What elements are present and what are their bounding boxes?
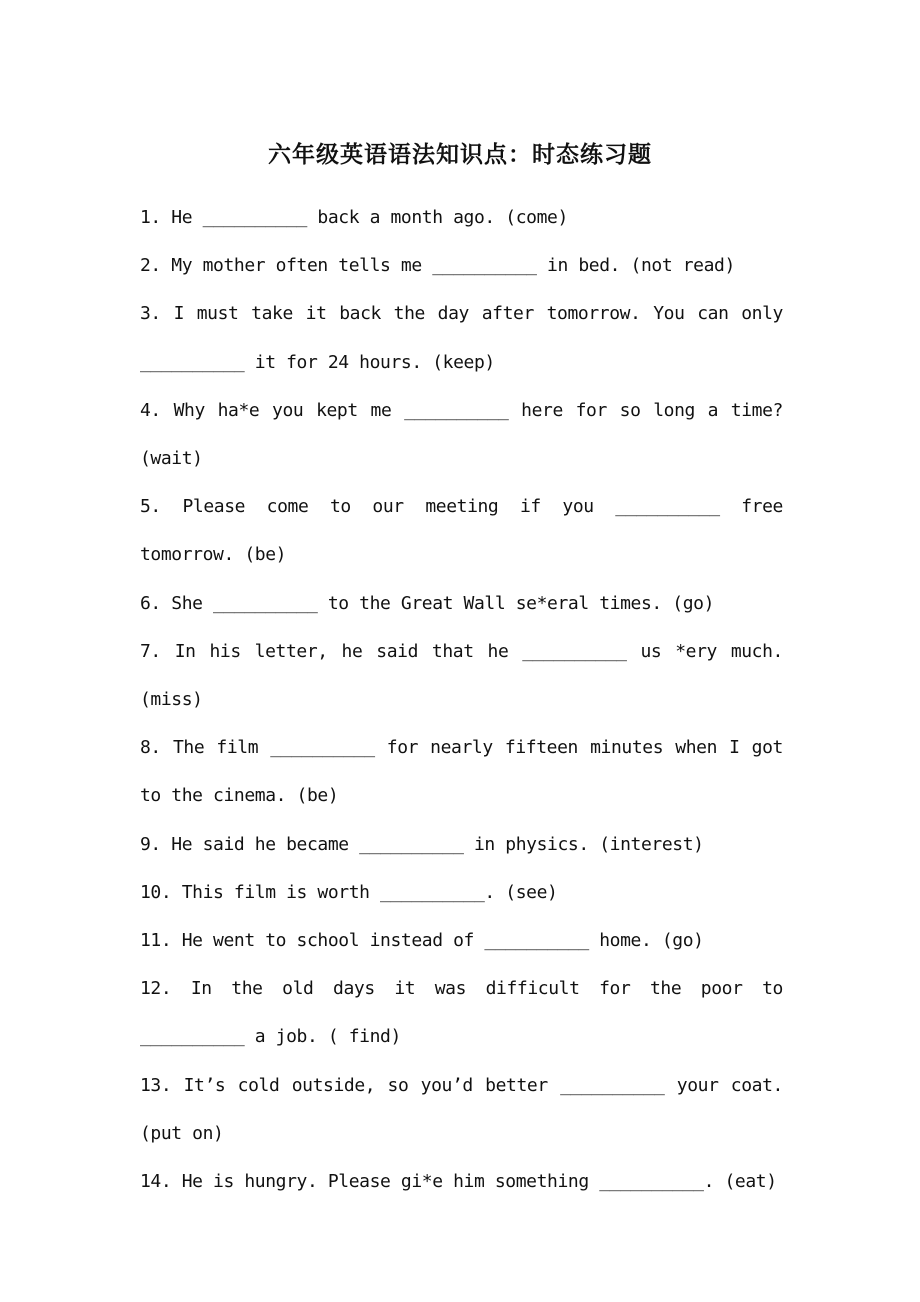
question-13: 13. It’s cold outside, so you’d better __________ your coat. (put on) (140, 1074, 783, 1144)
question-4: 4. Why ha*e you kept me __________ here for so long a time? (wait) (140, 399, 783, 470)
question-10: 10. This film is worth __________. (see) (140, 881, 558, 903)
question-14: 14. He is hungry. Please gi*e him something __________. (eat) (140, 1171, 777, 1193)
question-5: 5. Please come to our meeting if you __________ free tomorrow. (be) (140, 496, 783, 566)
question-2: 2. My mother often tells me __________ in bed. (not read) (140, 255, 735, 277)
question-3: 3. I must take it back the day after tomorrow. You can only __________ it for 24 hours. (keep) (140, 303, 783, 373)
question-7: 7. In his letter, he said that he __________ us *ery much. (miss) (140, 640, 783, 711)
question-12: 12. In the old days it was difficult for the poor to __________ a job. ( find) (140, 978, 783, 1048)
question-list (140, 194, 783, 1206)
question-1: 1. He __________ back a month ago. (come) (140, 207, 568, 228)
question-8: 8. The film __________ for nearly fifteen minutes when I got to the cinema. (be) (140, 737, 783, 807)
question-6: 6. She __________ to the Great Wall se*eral times. (go) (140, 592, 715, 614)
question-9: 9. He said he became __________ in physics. (interest) (140, 833, 704, 855)
page-title: 六年级英语语法知识点：时态练习题 (268, 141, 652, 168)
question-11: 11. He went to school instead of __________ home. (go) (140, 930, 704, 952)
